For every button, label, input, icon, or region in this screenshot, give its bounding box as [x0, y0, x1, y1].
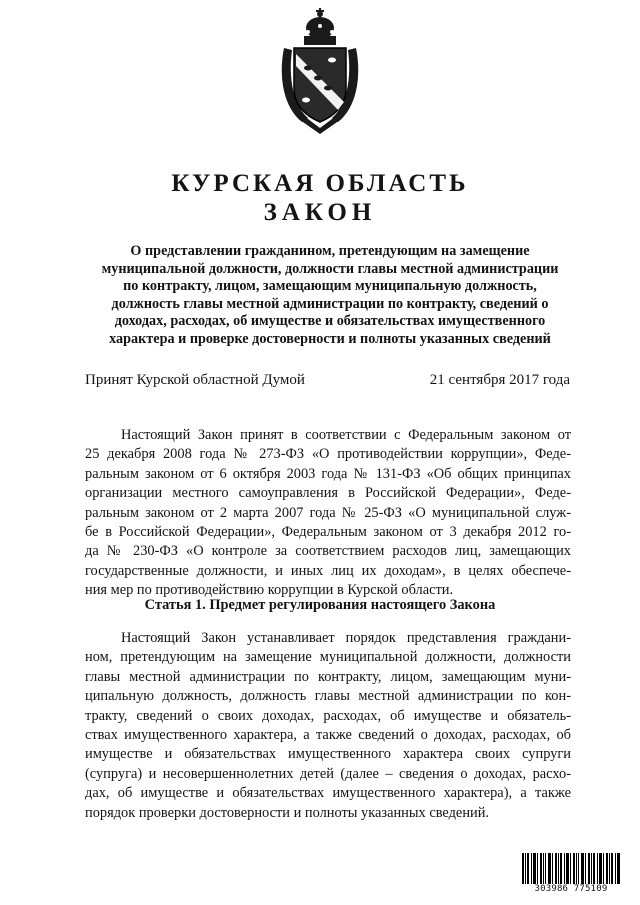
heading-line: по контракту, лицом, замещающим муниципальную должность,	[123, 278, 537, 294]
preamble-paragraph	[85, 426, 571, 601]
heading-line: должность главы местной администрации по контракту, сведений о	[111, 295, 549, 312]
text-line: порядок проверки достоверности и полноты указанных сведений.	[85, 804, 490, 821]
text-line: ральным законом от 2 марта 2007 года № 25-ФЗ «О муниципальной служ-	[85, 504, 571, 521]
text-line: ном, претендующим на замещение муниципальной должности, должности	[85, 649, 571, 666]
coat-of-arms-emblem	[278, 8, 362, 138]
text-line: ральным законом от 6 октября 2003 года № 131-ФЗ «Об общих принципах	[85, 465, 571, 482]
heading-line: муниципальной должности, должности главы местной администрации	[101, 260, 559, 277]
text-line: Настоящий Закон принят в соответствии с Федеральным законом от	[121, 427, 571, 443]
text-line: да № 230-ФЗ «О контроле за соответствием расходов лиц, замещающих	[85, 543, 571, 560]
text-line: бе в Российской Федерации», Федеральным законом от 3 декабря 2012 го-	[85, 523, 571, 540]
text-line: главы местной администрации по контракту, лицом, замещающим муни-	[85, 668, 571, 685]
article-paragraph	[85, 629, 571, 823]
heading-line: характера и проверке достоверности и полноты указанных сведений	[109, 330, 551, 347]
article-heading: Статья 1. Предмет регулирования настоящего Закона	[144, 597, 496, 613]
text-line: организации местного самоуправления в Российской Федерации», Феде-	[85, 485, 571, 502]
heading-line: О представлении гражданином, претендующим на замещение	[130, 243, 530, 259]
text-line: (супруга) и несовершеннолетних детей (далее – сведения о доходах, расхо-	[85, 765, 571, 782]
adopted-by: Принят Курской областной Думой	[85, 372, 305, 388]
document-type-title: ЗАКОН	[263, 199, 377, 226]
text-line: дах, об имуществе и обязательствах имущественного характера), а также	[85, 785, 571, 802]
text-line: 25 декабря 2008 года № 273-ФЗ «О противодействии коррупции», Феде-	[85, 446, 571, 463]
text-line: тракту, сведений о своих доходах, расходах, об имуществе и обязатель-	[85, 707, 571, 724]
law-heading	[80, 243, 580, 348]
text-line: государственные должности, и иных лиц их доходам», в целях обеспече-	[85, 562, 571, 579]
text-line: ципальную должность, должность главы местной администрации по кон-	[85, 688, 571, 705]
barcode-number: 303986 775109	[522, 884, 620, 895]
text-line: ния мер по противодействию коррупции в Курской области.	[85, 582, 454, 599]
text-line: ствах имущественного характера, а также сведений о доходах, расходах, об	[85, 726, 571, 743]
region-title: КУРСКАЯ ОБЛАСТЬ	[171, 170, 469, 197]
text-line: имуществе и обязательствах имущественного характера своих супруги	[85, 746, 571, 763]
adopted-date: 21 сентября 2017 года	[429, 372, 570, 388]
text-line: Настоящий Закон устанавливает порядок представления граждани-	[121, 630, 571, 646]
heading-line: доходах, расходах, об имуществе и обязательствах имущественного	[114, 313, 546, 329]
